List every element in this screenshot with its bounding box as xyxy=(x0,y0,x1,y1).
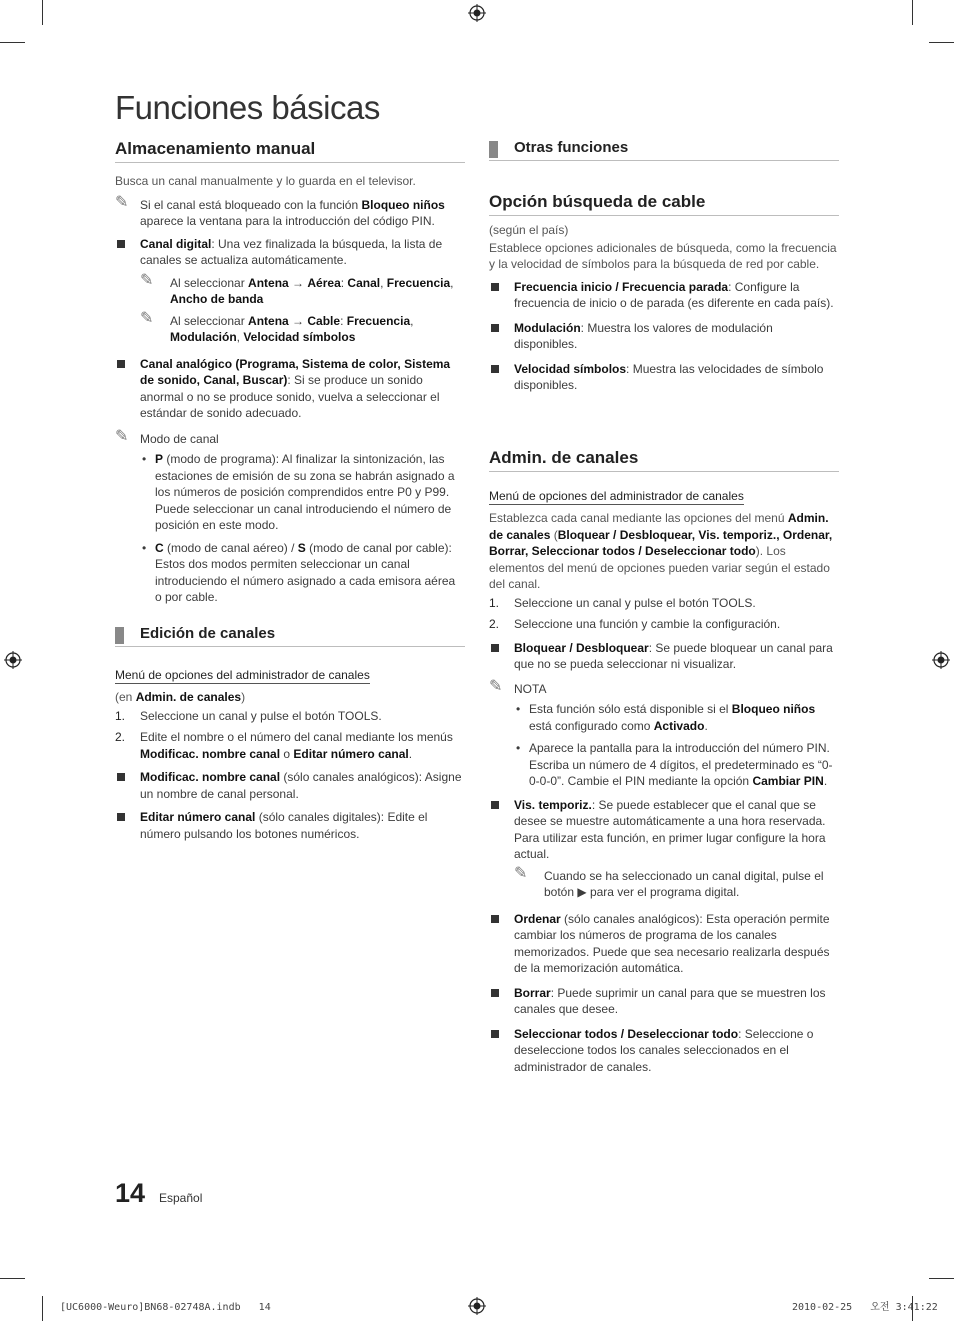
intro-text: Busca un canal manualmente y lo guarda en el televisor. xyxy=(115,174,416,188)
print-slug-date: 2010-02-25 오전 3:41:22 xyxy=(792,1302,938,1313)
list-item-editar-numero: Editar número canal (sólo canales digitales): Edite el número pulsando los botones numéricos. xyxy=(115,809,465,842)
list-item-modo-p: • P (modo de programa): Al finalizar la sintonización, las estaciones de emisión de su zona se habrán asignado a los números de posición comprendidos entre P0 y P99. Puede seleccionar un canal introduciendo el número de posición en este modo. xyxy=(142,452,455,532)
list-item-canal-analogico: Canal analógico (Programa, Sistema de color, Sistema de sonido, Canal, Buscar): Si se produce un sonido anormal o no se produce sonido, vuelva a seleccionar el estándar de sonido adecuado. xyxy=(115,356,465,422)
square-bullet-icon xyxy=(117,240,125,248)
cable-country: (según el país) xyxy=(489,223,569,237)
pencil-note-icon: ✎ xyxy=(140,271,154,289)
note-modo-canal: ✎ Modo de canal xyxy=(115,427,219,446)
pencil-note-icon: ✎ xyxy=(140,309,154,327)
crop-mark xyxy=(0,1278,25,1279)
registration-mark-icon xyxy=(468,4,486,22)
dot-bullet-icon: • xyxy=(142,452,147,466)
menu-location: (en Admin. de canales) xyxy=(115,690,246,704)
list-item-modo-c: • C (modo de canal aéreo) / S (modo de canal por cable): Estos dos modos permiten seleccionar un canal introduciendo el número asignado a cada emisora aérea o por cable. xyxy=(142,540,456,604)
registration-mark-icon xyxy=(468,1297,486,1315)
print-slug-file: [UC6000-Weuro]BN68-02748A.indb 14 xyxy=(60,1302,271,1313)
list-item-modificac: Modificac. nombre canal (sólo canales analógicos): Asigne un nombre de canal personal. xyxy=(115,769,465,802)
page-number: 14 xyxy=(115,1178,146,1208)
square-bullet-icon xyxy=(491,644,499,652)
note-cable: ✎ Al seleccionar Antena → Cable: Frecuencia, Modulación, Velocidad símbolos xyxy=(140,309,414,344)
crop-mark xyxy=(929,1278,954,1279)
list-item-ordenar: Ordenar (sólo canales analógicos): Esta operación permite cambiar los números de programa de los canales memorizados. Puede que sea necesario realizarla después de la memorización automática. xyxy=(489,911,839,977)
square-bullet-icon xyxy=(117,773,125,781)
dot-bullet-icon: • xyxy=(516,741,521,755)
square-bullet-icon xyxy=(491,989,499,997)
crop-mark xyxy=(912,0,913,25)
square-bullet-icon xyxy=(117,360,125,368)
dot-bullet-icon: • xyxy=(516,702,521,716)
square-bullet-icon xyxy=(491,801,499,809)
section-heading-edicion: Edición de canales xyxy=(115,624,465,647)
list-item-modulacion: Modulación: Muestra los valores de modulación disponibles. xyxy=(489,320,839,353)
note-vis-digital: ✎ Cuando se ha seleccionado un canal digital, pulse el botón ▶ para ver el programa digital. xyxy=(514,864,824,899)
play-icon: ▶ xyxy=(577,885,587,899)
list-item-vis-temporiz: Vis. temporiz.: Se puede establecer que el canal que se desee se muestre automáticamente a una hora reservada. Para utilizar esta función, en primer lugar configure la hora actual. ✎ Cuando se ha seleccionado un canal digital, pulse el botón ▶ para ver el programa digital. xyxy=(489,797,839,901)
square-bullet-icon xyxy=(491,365,499,373)
square-bullet-icon xyxy=(491,1030,499,1038)
note-pin: ✎ Si el canal está bloqueado con la función Bloqueo niños aparece la ventana para la introducción del código PIN. xyxy=(115,193,445,228)
menu-heading: Menú de opciones del administrador de canales xyxy=(115,667,465,685)
section-heading-cable: Opción búsqueda de cable xyxy=(489,191,839,216)
list-item-nota-2: • Aparece la pantalla para la introducción del número PIN. Escriba un número de 4 dígitos, el predeterminado es “0-0-0-0”. Cambie el PIN mediante la opción Cambiar PIN. xyxy=(516,741,833,788)
crop-mark xyxy=(42,1296,43,1321)
registration-mark-icon xyxy=(932,651,950,669)
step-2: 2. Seleccione una función y cambie la configuración. xyxy=(489,617,781,631)
step-1: 1. Seleccione un canal y pulse el botón TOOLS. xyxy=(489,595,756,610)
step-2: 2. Edite el nombre o el número del canal mediante los menús Modificac. nombre canal o Editar número canal. xyxy=(115,730,453,761)
crop-mark xyxy=(42,0,43,25)
crop-mark xyxy=(929,42,954,43)
step-1: 1. Seleccione un canal y pulse el botón TOOLS. xyxy=(115,708,382,723)
right-column xyxy=(489,138,839,1075)
square-bullet-icon xyxy=(117,813,125,821)
section-heading-admin: Admin. de canales xyxy=(489,447,839,472)
square-bullet-icon xyxy=(491,283,499,291)
pencil-note-icon: ✎ xyxy=(489,677,503,695)
registration-mark-icon xyxy=(4,651,22,669)
section-heading-otras: Otras funciones xyxy=(489,138,839,161)
menu-heading: Menú de opciones del administrador de canales xyxy=(489,488,839,506)
crop-mark xyxy=(0,42,25,43)
admin-intro: Establezca cada canal mediante las opciones del menú Admin. de canales (Bloquear / Desbloquear, Vis. temporiz., Ordenar, Borrar, Seleccionar todos / Deseleccionar todo). Los elementos del menú de opciones pueden variar según el estado del canal. xyxy=(489,511,833,591)
cable-intro: Establece opciones adicionales de búsqueda, como la frecuencia y la velocidad de símbolos para la búsqueda de red por cable. xyxy=(489,240,837,271)
heading-bar-icon xyxy=(489,141,498,158)
page-language: Español xyxy=(159,1191,203,1205)
list-item-nota-1: • Esta función sólo está disponible si el Bloqueo niños está configurado como Activado. xyxy=(516,702,816,733)
note-nota: ✎ NOTA xyxy=(489,677,547,696)
dot-bullet-icon: • xyxy=(142,540,147,555)
list-item-seleccionar: Seleccionar todos / Deseleccionar todo: Seleccione o deseleccione todos los canales seleccionados en el administrador de canales. xyxy=(489,1026,839,1076)
heading-bar-icon xyxy=(115,627,124,644)
page-title: Funciones básicas xyxy=(115,89,380,126)
pencil-note-icon: ✎ xyxy=(115,193,129,211)
square-bullet-icon xyxy=(491,324,499,332)
list-item-velocidad: Velocidad símbolos: Muestra las velocidades de símbolo disponibles. xyxy=(489,361,839,394)
pencil-note-icon: ✎ xyxy=(115,427,129,445)
list-item-frecuencia: Frecuencia inicio / Frecuencia parada: Configure la frecuencia de inicio o de parada (es diferente en cada país). xyxy=(489,279,839,312)
left-column xyxy=(115,138,465,842)
note-aerea: ✎ Al seleccionar Antena → Aérea: Canal, Frecuencia, Ancho de banda xyxy=(140,271,454,306)
pencil-note-icon: ✎ xyxy=(514,864,528,882)
list-item-canal-digital: Canal digital: Una vez finalizada la búsqueda, la lista de canales se actualiza automáticamente. ✎ Al seleccionar Antena → Aérea: Canal, Frecuencia, Ancho de banda ✎ Al seleccionar Antena → Cable: Frecuencia, Modulación, Velocidad símbolos xyxy=(115,236,465,346)
square-bullet-icon xyxy=(491,915,499,923)
list-item-borrar: Borrar: Puede suprimir un canal para que se muestren los canales que desee. xyxy=(489,985,839,1018)
list-item-bloquear: Bloquear / Desbloquear: Se puede bloquear un canal para que no se pueda seleccionar ni visualizar. xyxy=(489,640,839,673)
section-heading-manual: Almacenamiento manual xyxy=(115,138,465,163)
